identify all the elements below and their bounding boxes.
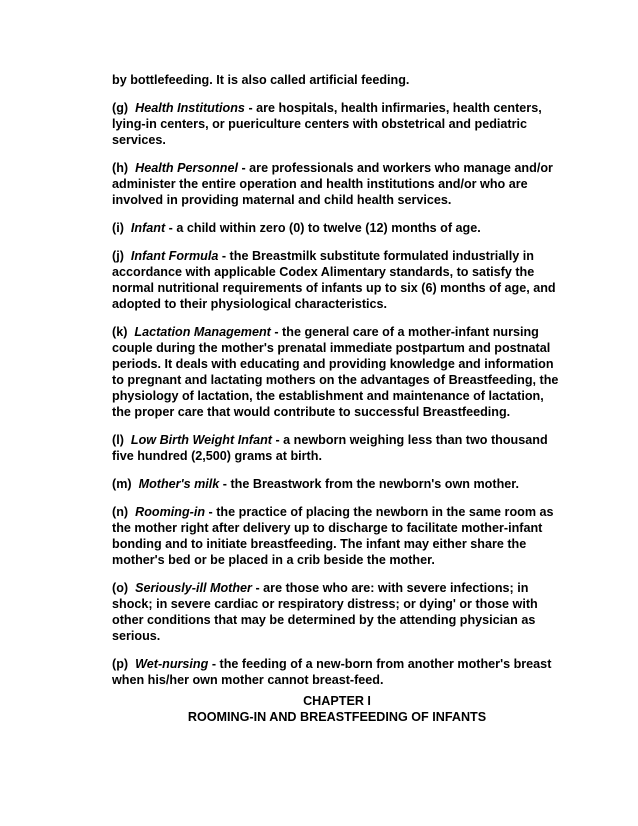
definition-text: - the Breastmilk substitute formulated industrially in accordance with applicable Codex Alimentary standards, to satisfy the normal nutritional requirements of infants up to six (6) months of age, and adopted to their physiological characteristics. <box>112 249 556 311</box>
definition-text: - the general care of a mother-infant nursing couple during the mother's prenatal immediate postpartum and postnatal periods. It deals with educating and providing knowledge and information to pregnant and lactating mothers on the advantages of Breastfeeding, the physiology of lactation, the establishment and maintenance of lactation, the proper care that would contribute to successful Breastfeeding. <box>112 325 559 419</box>
definition-text: - are hospitals, health infirmaries, health centers, lying-in centers, or puericulture centers with obstetrical and pediatric services. <box>112 101 542 147</box>
definition-marker: (l) <box>112 433 124 447</box>
definition-term: Seriously-ill Mother <box>135 581 252 595</box>
definition-term: Low Birth Weight Infant <box>130 433 272 447</box>
definition-text: - the feeding of a new-born from another mother's breast when his/her own mother cannot breast-feed. <box>112 657 552 687</box>
definition-g <box>112 100 562 148</box>
definition-marker: (o) <box>112 581 129 595</box>
definition-marker: (g) <box>112 101 129 115</box>
definition-j <box>112 248 562 312</box>
definition-k <box>112 324 562 420</box>
definition-m <box>112 476 562 492</box>
definition-marker: (m) <box>112 477 132 491</box>
definition-o <box>112 580 562 644</box>
definition-i <box>112 220 562 236</box>
definition-term: Infant Formula <box>130 249 219 263</box>
definition-term: Wet-nursing <box>135 657 209 671</box>
definition-term: Infant <box>130 221 166 235</box>
definition-marker: (k) <box>112 325 128 339</box>
definition-marker: (n) <box>112 505 129 519</box>
definition-marker: (j) <box>112 249 124 263</box>
definition-n <box>112 504 562 568</box>
definition-term: Rooming-in <box>135 505 206 519</box>
intro-line: by bottlefeeding. It is also called artificial feeding. <box>112 73 410 87</box>
definition-l <box>112 432 562 464</box>
definition-text: - a child within zero (0) to twelve (12) months of age. <box>165 221 481 235</box>
definition-h <box>112 160 562 208</box>
definition-text: - are professionals and workers who manage and/or administer the entire operation and health institutions and/or who are involved in providing maternal and child health services. <box>112 161 553 207</box>
definition-text: - a newborn weighing less than two thousand five hundred (2,500) grams at birth. <box>112 433 548 463</box>
definition-term: Health Institutions <box>135 101 245 115</box>
definition-term: Health Personnel <box>135 161 238 175</box>
definition-text: - the Breastwork from the newborn's own mother. <box>219 477 519 491</box>
definition-text: - the practice of placing the newborn in the same room as the mother right after delivery up to discharge to facilitate mother-infant bonding and to initiate breastfeeding. The infant may either share the mother's bed or be placed in a crib beside the mother. <box>112 505 554 567</box>
definition-marker: (i) <box>112 221 124 235</box>
chapter-number: CHAPTER I <box>303 694 371 708</box>
definition-text: - are those who are: with severe infections; in shock; in severe cardiac or respiratory distress; or dying' or those with other conditions that may be determined by the attending physician as serious. <box>112 581 538 643</box>
definition-p <box>112 656 562 688</box>
chapter-title: ROOMING-IN AND BREASTFEEDING OF INFANTS <box>187 710 487 724</box>
definition-term: Lactation Management <box>134 325 271 339</box>
definition-term: Mother's milk <box>138 477 220 491</box>
definition-marker: (h) <box>112 161 129 175</box>
document-body <box>112 72 562 700</box>
definition-marker: (p) <box>112 657 129 671</box>
